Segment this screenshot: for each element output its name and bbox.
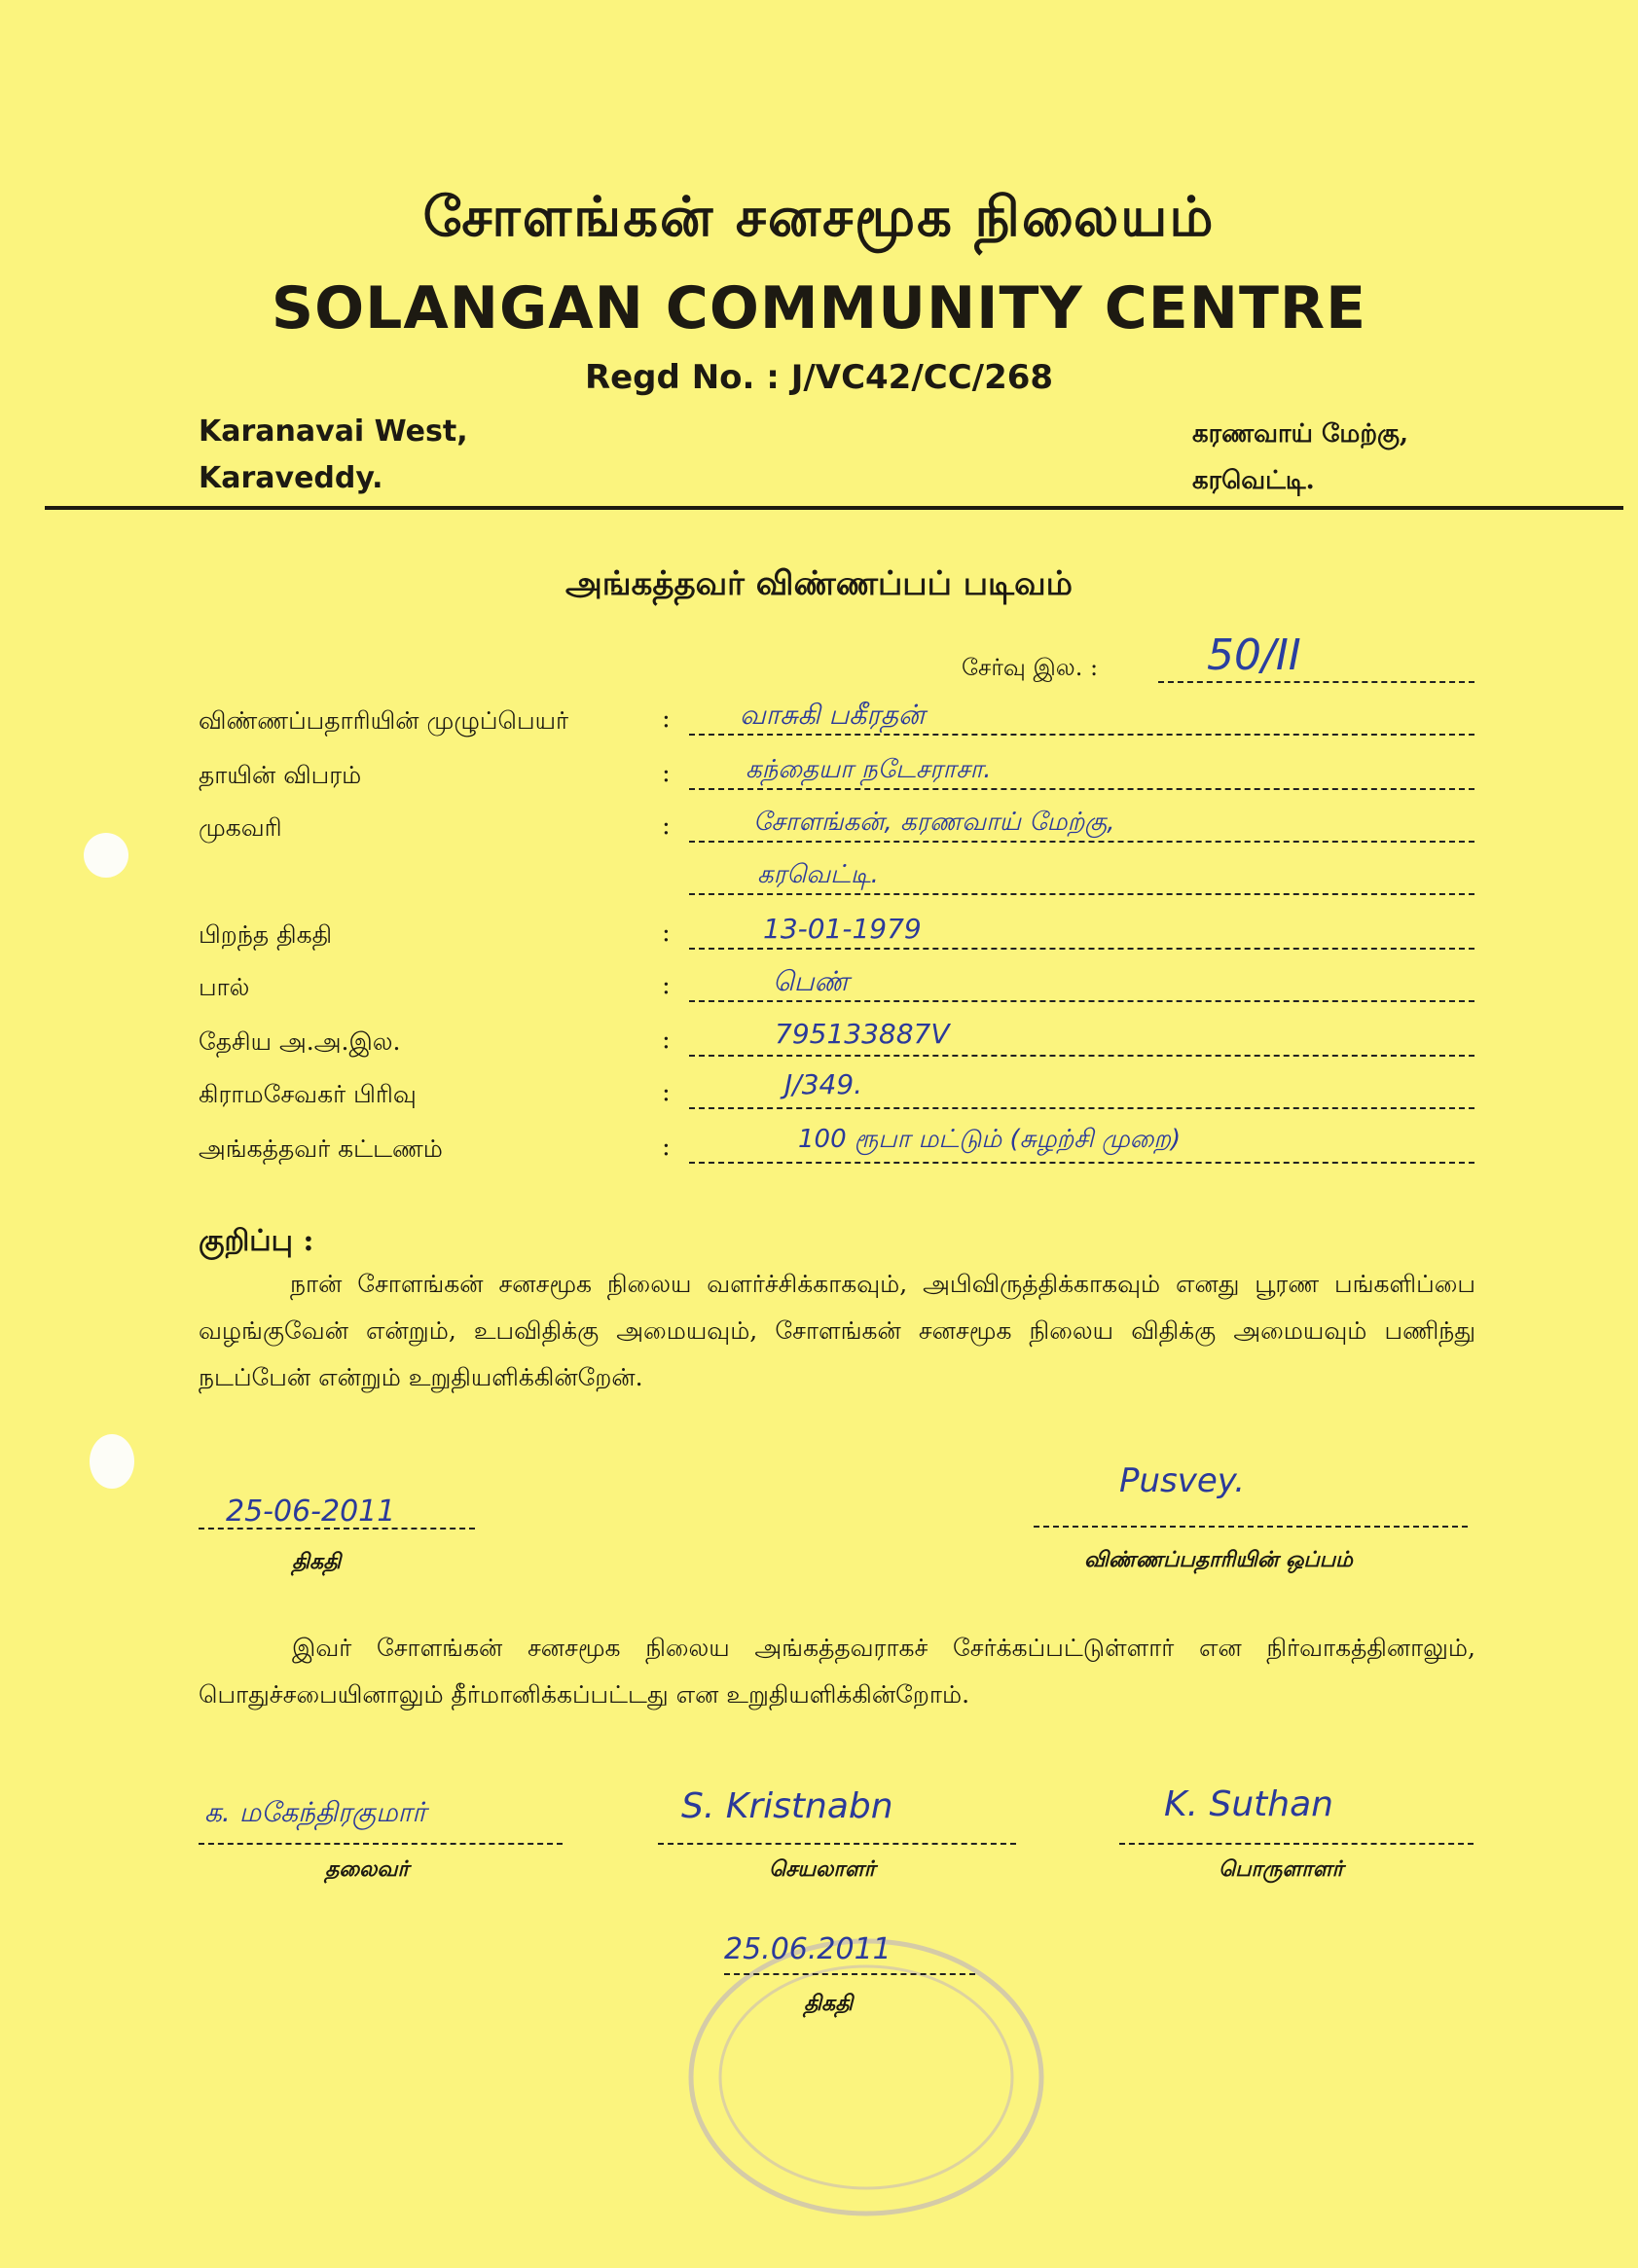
field-label-member-fee: அங்கத்தவர் கட்டணம் [199, 1134, 443, 1163]
field-colon: : [662, 1026, 671, 1055]
field-colon: : [662, 971, 671, 1000]
punch-hole-top [84, 833, 128, 878]
field-value-full-name: வாசுகி பகீரதன் [740, 699, 926, 731]
treasurer-signature-line [1119, 1827, 1474, 1845]
secretary-signature-line [658, 1827, 1016, 1845]
applicant-date-line [199, 1512, 475, 1530]
reg-no-line [1158, 648, 1474, 683]
header-divider [45, 506, 1623, 510]
field-label-dob: பிறந்த திகதி [199, 920, 333, 949]
applicant-signature-label: விண்ணப்பதாரியின் ஒப்பம் [1084, 1547, 1353, 1572]
field-colon: : [662, 811, 671, 841]
applicant-signature-line [1034, 1510, 1468, 1528]
treasurer-signature: K. Suthan [1164, 1784, 1333, 1824]
applicant-date-label: திகதி [292, 1549, 342, 1574]
field-colon: : [662, 1078, 671, 1107]
field-colon: : [662, 918, 671, 948]
president-label: தலைவர் [325, 1856, 409, 1882]
note-text: நான் சோளங்கன் சனசமூக நிலைய வளர்ச்சிக்காகவும், அபிவிருத்திக்காகவும் எனது பூரண பங்களிப்பை வழங்குவேன் என்றும், உபவிதிக்கு அமையவும், சோளங்கன் சனசமூக நிலைய விதிக்கு அமையவும் பணிந்து நடப்பேன் என்றும் உறுதியளிக்கின்றேன். [199, 1270, 1475, 1391]
field-label-nic: தேசிய அ.அ.இல. [199, 1027, 401, 1056]
address-ta-line2: கரவெட்டி. [1192, 466, 1315, 495]
committee-date-label: திகதி [804, 1991, 854, 2016]
field-colon: : [662, 759, 671, 788]
address-en-line2: Karaveddy. [199, 461, 383, 495]
field-colon: : [662, 704, 671, 734]
field-label-sex: பால் [199, 973, 250, 1001]
reg-no-label: சேர்வு இல. : [962, 654, 1099, 681]
field-label-gn-division: கிராமசேவகர் பிரிவு [199, 1080, 417, 1108]
org-name-tamil: சோளங்கன் சனசமூக நிலையம் [422, 185, 1216, 249]
field-value-mother: கந்தையா நடேசராசா. [746, 755, 992, 784]
field-colon: : [662, 1133, 671, 1162]
field-label-full-name: விண்ணப்பதாரியின் முழுப்பெயர் [199, 706, 569, 735]
committee-date-value: 25.06.2011 [724, 1932, 892, 1966]
field-value-gn-division: J/349. [784, 1068, 863, 1100]
president-signature: க. மகேந்திரகுமார் [204, 1796, 426, 1828]
form-title: அங்கத்தவர் விண்ணப்பப் படிவம் [565, 564, 1073, 603]
field-label-mother: தாயின் விபரம் [199, 761, 362, 789]
reg-no-value: 50/II [1207, 630, 1301, 680]
org-name-english: SOLANGAN COMMUNITY CENTRE [271, 274, 1367, 342]
field-value-nic: 795133887V [775, 1018, 950, 1050]
field-value-dob: 13-01-1979 [763, 913, 922, 945]
field-value-sex: பெண் [773, 965, 850, 997]
punch-hole-bottom [90, 1434, 134, 1489]
president-signature-line [199, 1827, 563, 1845]
committee-confirmation-text: இவர் சோளங்கன் சனசமூக நிலைய அங்கத்தவராகச் சேர்க்கப்பட்டுள்ளார் என நிர்வாகத்தினாலும், பொதுச்சபையினாலும் தீர்மானிக்கப்பட்டது என உறுதியளிக்கின்றோம். [199, 1634, 1475, 1709]
secretary-signature: S. Kristnabn [681, 1786, 893, 1826]
field-value-address-line2: கரவெட்டி. [757, 860, 879, 889]
field-value-member-fee: 100 ரூபா மட்டும் (சுழற்சி முறை) [798, 1125, 1182, 1154]
applicant-signature: Pusvey. [1119, 1461, 1246, 1500]
note-heading: குறிப்பு : [199, 1224, 314, 1258]
treasurer-label: பொருளாளர் [1219, 1856, 1344, 1882]
committee-date-line [724, 1958, 975, 1975]
field-label-address: முகவரி [199, 813, 282, 842]
address-ta-line1: கரணவாய் மேற்கு, [1192, 419, 1409, 449]
address-en-line1: Karanavai West, [199, 414, 468, 449]
address-tamil [1192, 411, 1408, 504]
address-english [199, 409, 468, 502]
applicant-date-value: 25-06-2011 [226, 1494, 396, 1529]
secretary-label: செயலாளர் [769, 1856, 876, 1882]
registration-number: Regd No. : J/VC42/CC/268 [584, 358, 1054, 397]
field-value-address-line1: சோளங்கன், கரணவாய் மேற்கு, [753, 808, 1115, 837]
